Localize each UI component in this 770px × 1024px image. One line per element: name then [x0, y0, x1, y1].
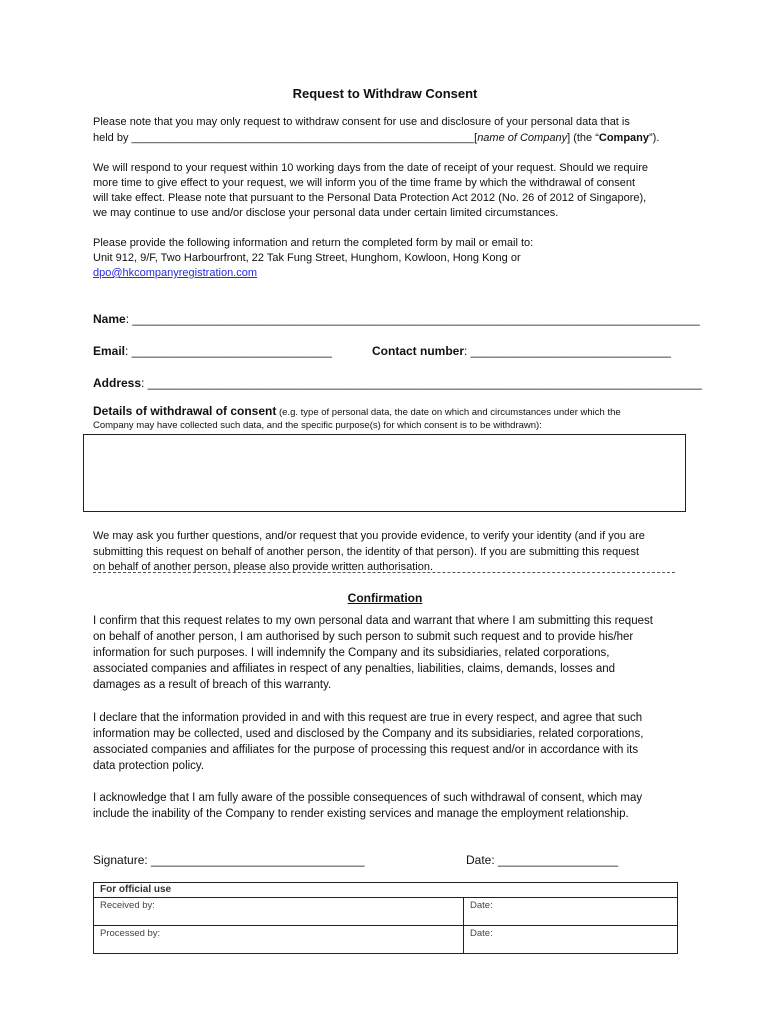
intro-line-1: Please note that you may only request to withdraw consent for use and disclosure of your personal data that is [93, 116, 630, 128]
respond-line-2: more time to give effect to your request, we will inform you of the time frame by which the withdrawal of consent [93, 177, 636, 189]
company-hint: name of Company [477, 132, 568, 144]
contact-number-field[interactable] [372, 344, 671, 358]
email-label: Email [93, 344, 126, 358]
received-date-label: Date: [470, 900, 493, 911]
further-line-1: We may ask you further questions, and/or request that you provide evidence, to verify your identity (and if you are [93, 530, 645, 542]
processed-by-label: Processed by: [100, 928, 161, 939]
intro-line-2 [93, 131, 659, 146]
official-divider-1 [463, 898, 464, 926]
company-term: Company [598, 132, 649, 144]
respond-line-3: will take effect. Please note that pursuant to the Personal Data Protection Act 2012 (No. 26 of 2012 of Singapore), [93, 192, 647, 204]
respond-line-1: We will respond to your request within 10 working days from the date of receipt of your request. Should we require [93, 162, 648, 174]
confirm1-line-2: on behalf of another person, I am authorised by such person to submit such request and to provide his/her [93, 631, 634, 643]
confirmation-heading: Confirmation [347, 591, 423, 605]
details-heading [93, 404, 621, 418]
company-paren-end: ”). [649, 132, 660, 144]
received-by-label: Received by: [100, 900, 155, 911]
confirm3-line-1: I acknowledge that I am fully aware of the possible consequences of such withdrawal of consent, which may [93, 792, 643, 804]
contact-line: : ______________________________ [464, 344, 671, 358]
details-label: Details of withdrawal of consent [93, 404, 277, 418]
details-hint-2: Company may have collected such data, and the specific purpose(s) for which consent is to be withdrawn): [93, 420, 542, 431]
email-link[interactable]: dpo@hkcompanyregistration.com [93, 267, 258, 279]
confirm2-line-4: data protection policy. [93, 760, 205, 772]
dashed-divider [93, 572, 675, 573]
official-use-box [93, 882, 678, 954]
further-line-2: submitting this request on behalf of another person, the identity of that person). If you are submitting this request [93, 546, 640, 558]
company-blank: held by ________________________________________________________[ [93, 132, 478, 144]
confirm1-line-3: information for such purposes. I will indemnify the Company and its subsidiaries, related corporations, [93, 647, 610, 659]
respond-line-4: we may continue to use and/or disclose your personal data under certain limited circumstances. [93, 207, 559, 219]
confirm2-line-2: information may be collected, used and disclosed by the Company and its subsidiaries, related corporations, [93, 728, 644, 740]
address-label: Address [93, 376, 142, 390]
email-field[interactable] [93, 344, 332, 358]
company-paren: ] (the “ [567, 132, 599, 144]
confirm1-line-5: damages as a result of breach of this warranty. [93, 679, 332, 691]
signature-field[interactable]: Signature: ________________________________ [93, 853, 365, 867]
further-line-3: on behalf of another person, please also provide written authorisation. [93, 561, 433, 573]
address-field[interactable] [93, 376, 702, 390]
details-textbox[interactable] [83, 434, 686, 512]
official-row-processed [94, 925, 677, 954]
details-hint-1: (e.g. type of personal data, the date on which and circumstances under which the [276, 407, 621, 418]
name-label: Name [93, 312, 126, 326]
contact-label: Contact number [372, 344, 465, 358]
email-line: : ______________________________ [125, 344, 332, 358]
address-line: : ___________________________________________________________________________________ [141, 376, 702, 390]
confirm1-line-4: associated companies and affiliates in respect of any penalties, liabilities, claims, demands, losses and [93, 663, 616, 675]
provide-line-1: Please provide the following information and return the completed form by mail or email to: [93, 237, 534, 249]
provide-line-2: Unit 912, 9/F, Two Harbourfront, 22 Tak Fung Street, Hunghom, Kowloon, Hong Kong or [93, 252, 521, 264]
official-row-received [94, 897, 677, 926]
page-title: Request to Withdraw Consent [292, 86, 478, 101]
confirm3-line-2: include the inability of the Company to render existing services and manage the employment relationship. [93, 808, 629, 820]
official-use-heading: For official use [100, 884, 172, 895]
name-field[interactable] [93, 312, 700, 326]
processed-date-label: Date: [470, 928, 493, 939]
confirm2-line-3: associated companies and affiliates for the purpose of processing this request and/or in accordance with its [93, 744, 639, 756]
date-field[interactable]: Date: __________________ [466, 853, 619, 867]
official-divider-2 [463, 926, 464, 954]
confirm1-line-1: I confirm that this request relates to my own personal data and warrant that where I am submitting this request [93, 615, 653, 627]
name-line: : _____________________________________________________________________________________ [125, 312, 700, 326]
confirm2-line-1: I declare that the information provided in and with this request are true in every respect, and agree that such [93, 712, 643, 724]
